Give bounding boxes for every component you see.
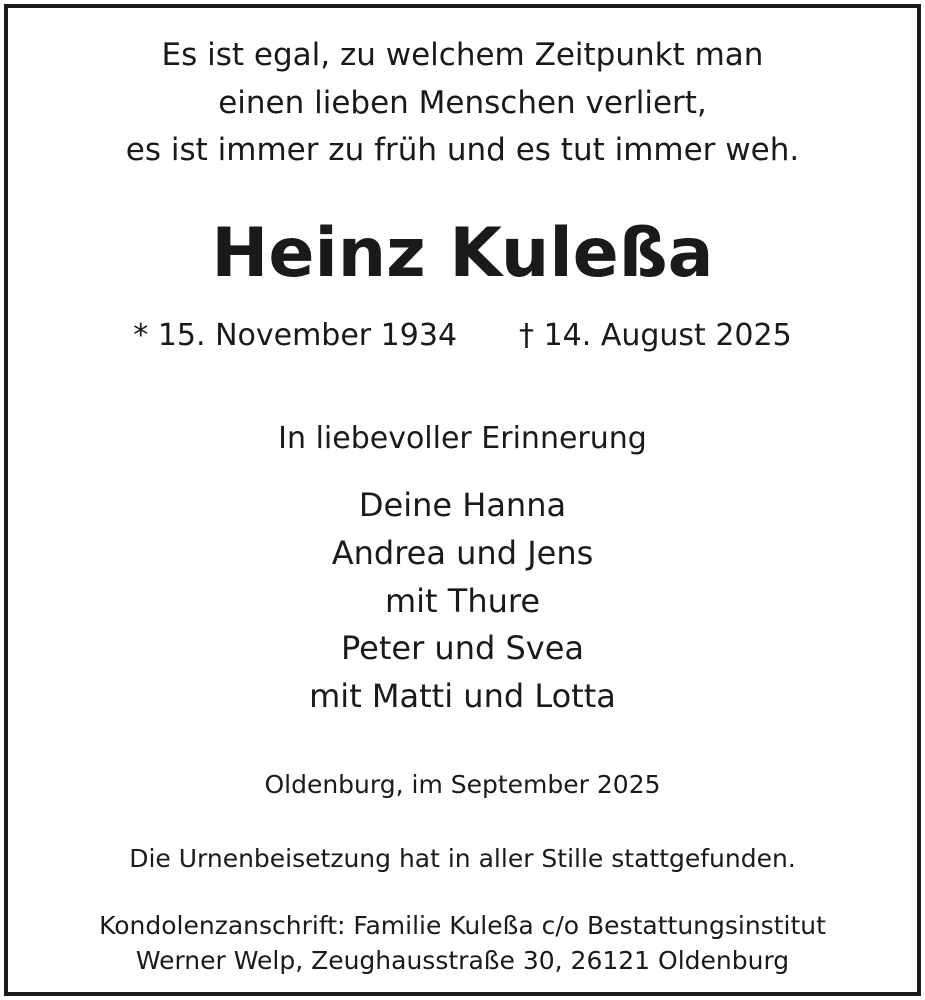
obituary-frame bbox=[4, 4, 921, 996]
poem-line-2: einen lieben Menschen verliert, bbox=[218, 85, 707, 121]
condolence-line-1: Kondolenzanschrift: Familie Kuleßa c/o Bestattungsinstitut bbox=[99, 911, 826, 940]
poem-line-1: Es ist egal, zu welchem Zeitpunkt man bbox=[161, 37, 764, 73]
condolence-line-2: Werner Welp, Zeughausstraße 30, 26121 Oldenburg bbox=[135, 946, 790, 975]
family-line-2: Andrea und Jens bbox=[331, 534, 594, 572]
family-line-5: mit Matti und Lotta bbox=[309, 677, 616, 715]
poem-line-3: es ist immer zu früh und es tut immer weh. bbox=[125, 132, 800, 168]
deceased-name: Heinz Kuleßa bbox=[211, 214, 714, 293]
family-line-4: Peter und Svea bbox=[341, 629, 584, 667]
life-dates bbox=[8, 318, 917, 353]
family-line-3: mit Thure bbox=[384, 582, 541, 620]
family-line-1: Deine Hanna bbox=[358, 486, 567, 524]
place-date: Oldenburg, im September 2025 bbox=[264, 770, 661, 799]
burial-note: Die Urnenbeisetzung hat in aller Stille stattgefunden. bbox=[129, 844, 796, 873]
death-date: † 14. August 2025 bbox=[519, 318, 792, 353]
memory-phrase: In liebevoller Erinnerung bbox=[278, 421, 647, 456]
birth-date: * 15. November 1934 bbox=[133, 318, 458, 353]
